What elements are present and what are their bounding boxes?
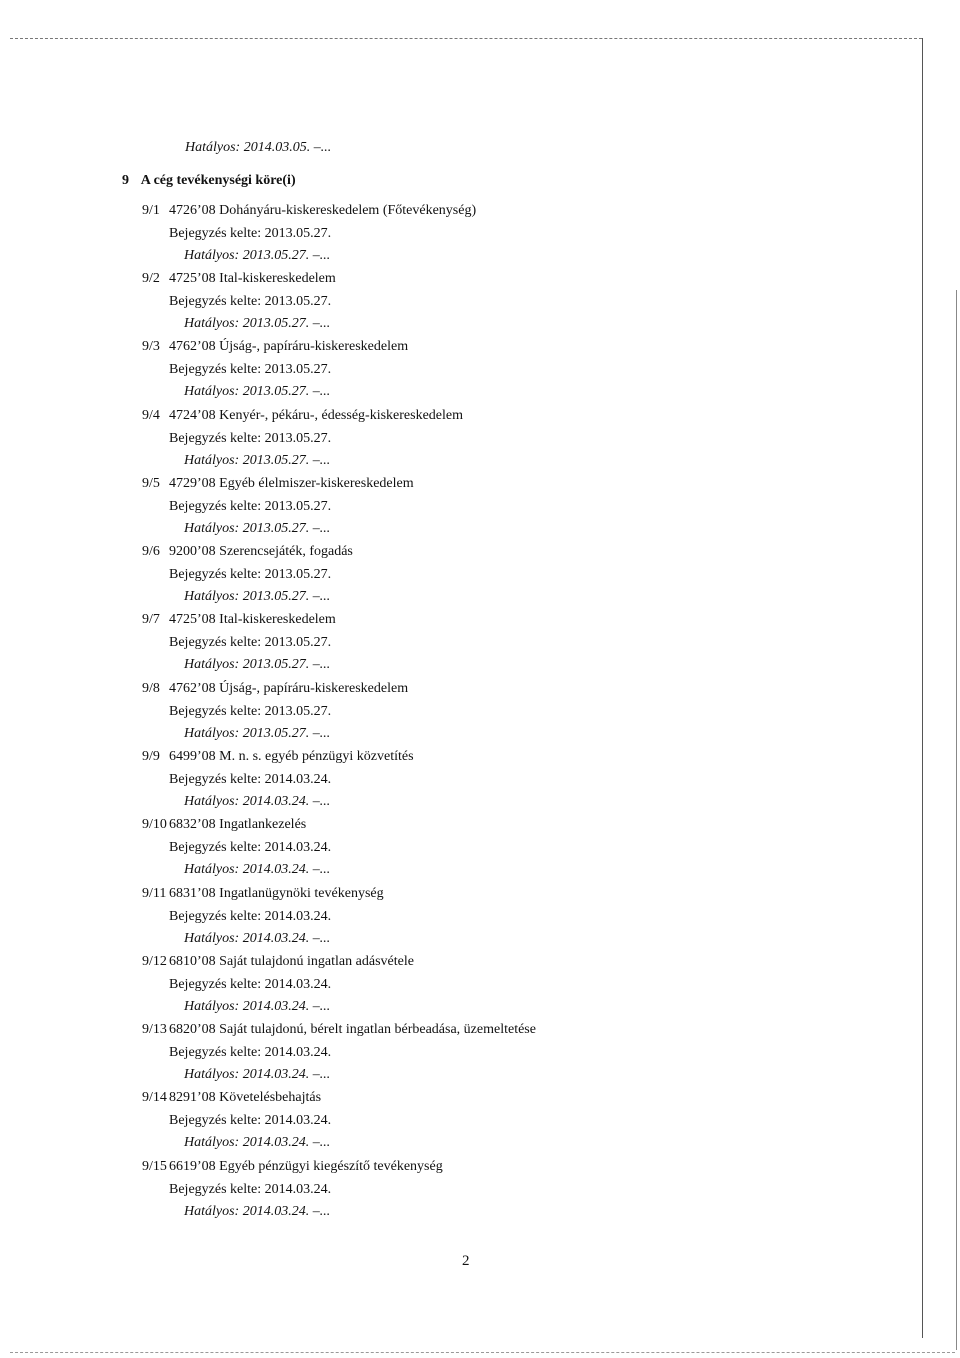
entry-valid: Hatályos: 2014.03.24. –...: [184, 1135, 331, 1151]
entry-number: 9/2: [142, 271, 160, 286]
entry-activity: 4724’08 Kenyér-, pékáru-, édesség-kiskereskedelem: [169, 408, 463, 423]
entry-registered: Bejegyzés kelte: 2013.05.27.: [169, 566, 332, 582]
activity-entry-13: [142, 1019, 536, 1087]
entry-registered: Bejegyzés kelte: 2014.03.24.: [169, 1181, 332, 1197]
activity-entry-7: [142, 609, 336, 677]
activity-entry-12: [142, 951, 414, 1019]
entry-number: 9/13: [142, 1022, 167, 1037]
entry-registered: Bejegyzés kelte: 2013.05.27.: [169, 498, 332, 514]
activity-entry-15: [142, 1156, 443, 1224]
entry-number: 9/15: [142, 1159, 167, 1174]
entry-number: 9/14: [142, 1090, 167, 1105]
right-margin-rule: [922, 38, 923, 1338]
entry-registered: Bejegyzés kelte: 2014.03.24.: [169, 1112, 332, 1128]
entry-registered: Bejegyzés kelte: 2013.05.27.: [169, 225, 332, 241]
entry-number: 9/7: [142, 612, 160, 627]
page-number: 2: [462, 1253, 470, 1269]
entry-number: 9/9: [142, 749, 160, 764]
top-rule: [10, 38, 922, 39]
entry-valid: Hatályos: 2014.03.24. –...: [184, 999, 331, 1015]
entry-valid: Hatályos: 2014.03.24. –...: [184, 1204, 331, 1220]
section-title: A cég tevékenységi köre(i): [140, 173, 296, 188]
entry-number: 9/1: [142, 203, 160, 218]
entry-activity: 6832’08 Ingatlankezelés: [169, 817, 307, 832]
top-validity-line: Hatályos: 2014.03.05. –...: [185, 140, 332, 155]
entry-registered: Bejegyzés kelte: 2013.05.27.: [169, 634, 332, 650]
entry-number: 9/5: [142, 476, 160, 491]
entry-registered: Bejegyzés kelte: 2014.03.24.: [169, 839, 332, 855]
activity-entry-11: [142, 883, 384, 951]
entry-activity: 6810’08 Saját tulajdonú ingatlan adásvétele: [169, 954, 414, 969]
entry-activity: 4762’08 Újság-, papíráru-kiskereskedelem: [169, 681, 409, 696]
entry-number: 9/3: [142, 339, 160, 354]
entry-registered: Bejegyzés kelte: 2013.05.27.: [169, 361, 332, 377]
entry-valid: Hatályos: 2013.05.27. –...: [184, 316, 331, 332]
entry-valid: Hatályos: 2013.05.27. –...: [184, 521, 331, 537]
entry-registered: Bejegyzés kelte: 2014.03.24.: [169, 771, 332, 787]
entry-activity: 8291’08 Követelésbehajtás: [169, 1090, 322, 1105]
entry-activity: 9200’08 Szerencsejáték, fogadás: [169, 544, 353, 559]
activity-entry-5: [142, 473, 414, 541]
entry-activity: 4762’08 Újság-, papíráru-kiskereskedelem: [169, 339, 409, 354]
entry-valid: Hatályos: 2013.05.27. –...: [184, 726, 331, 742]
section-number: 9: [122, 173, 129, 188]
activity-entry-9: [142, 746, 414, 814]
activity-entry-3: [142, 336, 408, 404]
entry-number: 9/12: [142, 954, 167, 969]
entry-activity: 6831’08 Ingatlanügynöki tevékenység: [169, 886, 384, 901]
entry-registered: Bejegyzés kelte: 2013.05.27.: [169, 293, 332, 309]
entry-valid: Hatályos: 2014.03.24. –...: [184, 862, 331, 878]
activity-entry-14: [142, 1087, 331, 1155]
activity-entry-2: [142, 268, 336, 336]
entry-registered: Bejegyzés kelte: 2014.03.24.: [169, 1044, 332, 1060]
entry-registered: Bejegyzés kelte: 2014.03.24.: [169, 908, 332, 924]
right-edge-rule: [956, 290, 957, 1350]
entry-valid: Hatályos: 2013.05.27. –...: [184, 453, 331, 469]
entry-activity: 6499’08 M. n. s. egyéb pénzügyi közvetítés: [169, 749, 414, 764]
entry-valid: Hatályos: 2014.03.24. –...: [184, 931, 331, 947]
entry-valid: Hatályos: 2013.05.27. –...: [184, 248, 331, 264]
entry-registered: Bejegyzés kelte: 2013.05.27.: [169, 430, 332, 446]
activity-entry-10: [142, 814, 331, 882]
entry-activity: 6820’08 Saját tulajdonú, bérelt ingatlan bérbeadása, üzemeltetése: [169, 1022, 536, 1037]
bottom-rule: [10, 1352, 955, 1353]
entry-valid: Hatályos: 2013.05.27. –...: [184, 384, 331, 400]
entry-activity: 4729’08 Egyéb élelmiszer-kiskereskedelem: [169, 476, 414, 491]
section-heading: [122, 173, 296, 189]
entry-registered: Bejegyzés kelte: 2014.03.24.: [169, 976, 332, 992]
entry-number: 9/10: [142, 817, 167, 832]
entry-activity: 4726’08 Dohányáru-kiskereskedelem (Főtevékenység): [169, 203, 477, 218]
activity-entry-6: [142, 541, 353, 609]
entry-number: 9/11: [142, 886, 167, 901]
entry-valid: Hatályos: 2013.05.27. –...: [184, 657, 331, 673]
entry-valid: Hatályos: 2013.05.27. –...: [184, 589, 331, 605]
entry-number: 9/4: [142, 408, 160, 423]
entry-registered: Bejegyzés kelte: 2013.05.27.: [169, 703, 332, 719]
entry-valid: Hatályos: 2014.03.24. –...: [184, 1067, 331, 1083]
activity-entry-4: [142, 405, 463, 473]
activity-entry-1: [142, 200, 476, 268]
entry-activity: 6619’08 Egyéb pénzügyi kiegészítő tevékenység: [169, 1159, 443, 1174]
entry-number: 9/6: [142, 544, 160, 559]
activity-entry-8: [142, 678, 408, 746]
entry-valid: Hatályos: 2014.03.24. –...: [184, 794, 331, 810]
entry-activity: 4725’08 Ital-kiskereskedelem: [169, 271, 336, 286]
entry-activity: 4725’08 Ital-kiskereskedelem: [169, 612, 336, 627]
entry-number: 9/8: [142, 681, 160, 696]
